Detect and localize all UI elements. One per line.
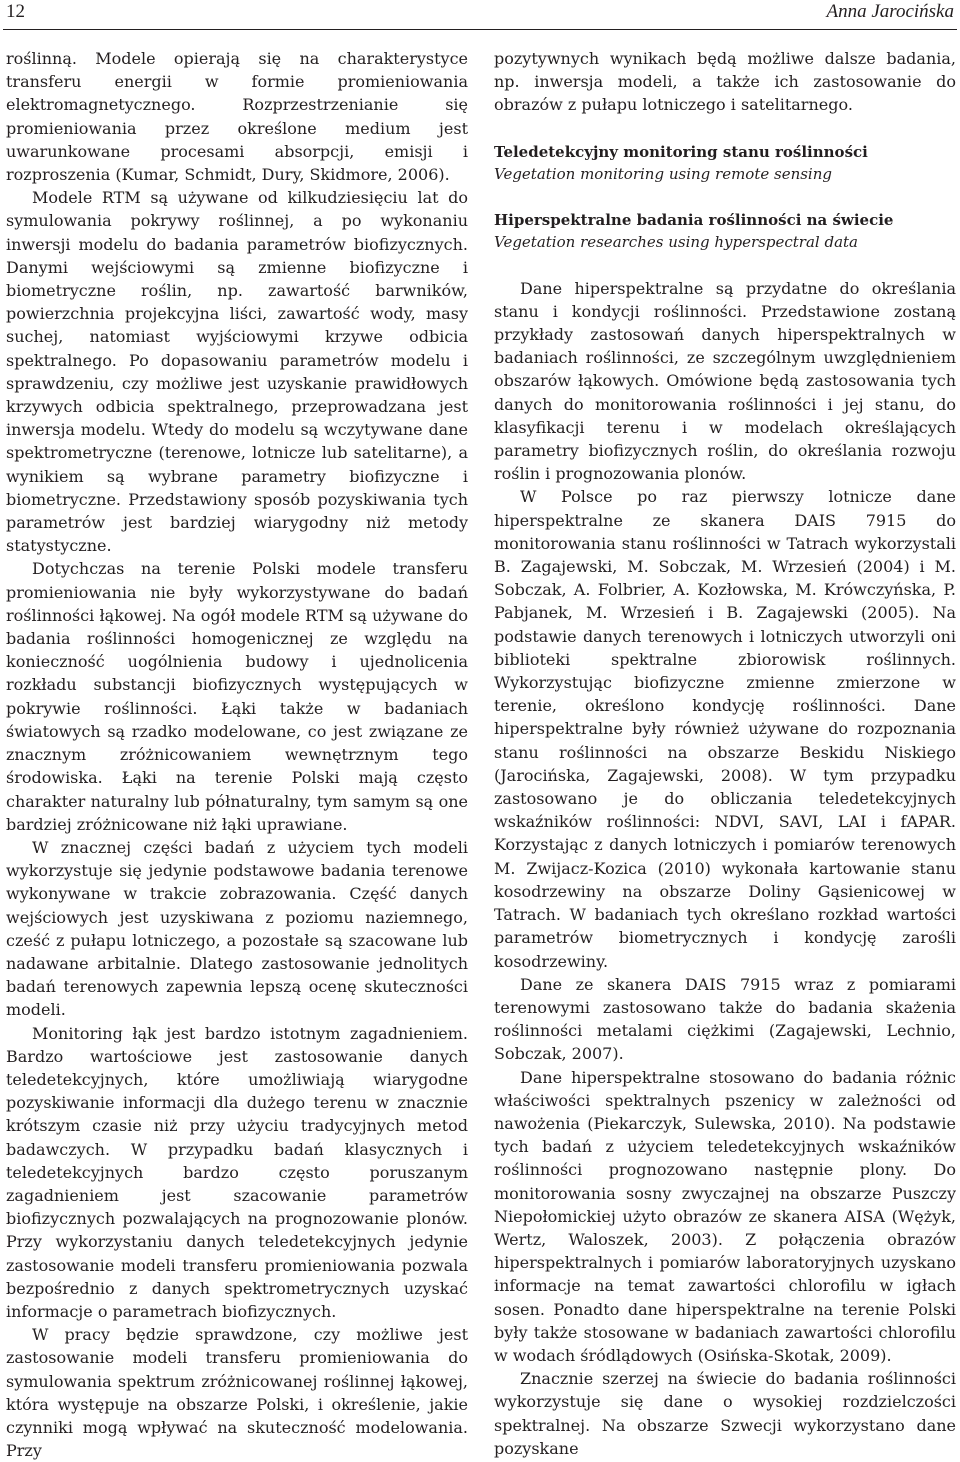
section-title: Teledetekcyjny monitoring stanu roślinności [494, 142, 868, 161]
page-number: 12 [6, 1, 25, 22]
header-rule [3, 29, 957, 30]
body-paragraph: Modele RTM są używane od kilkudziesięciu lat do symulowania pokrywy roślinnej, a po wykonaniu inwersji modelu do badania parametrów biofizycznych. Danymi wejściowymi są zmienne biofizyczne i biometryczne roślin, np. zawartość barwników, powierzchnia projekcyjna liści, zawartość wody, masy suchej, natomiast wyjściowymi krzywe odbicia spektralnego. Po dopasowaniu parametrów modelu i sprawdzeniu, czy możliwe jest uzyskanie prawidłowych krzywych odbicia spektralnego, przeprowadzana jest inwersja modelu. Wtedy do modelu są wczytywane dane spektrometryczne (terenowe, lotnicze lub satelitarne), a wynikiem są wybrane parametry biofizyczne i biometryczne. Przedstawiony sposób pozyskiwania tych parametrów jest bardziej wiarygodny niż metody statystyczne. [6, 188, 468, 556]
left-column [6, 47, 468, 1462]
body-paragraph: Dane hiperspektralne stosowano do badania różnic właściwości spektralnych pszenicy w zależności od nawożenia (Piekarczyk, Sulewska, 2010). Na podstawie tych badań z użyciem teledetekcyjnych wskaźników roślinności prognozowano następnie plony. Do monitorowania sosny zwyczajnej na obszarze Puszczy Niepołomickiej użyto obrazów ze skanera AISA (Wężyk, Wertz, Waloszek, 2003). Z połączenia obrazów hiperspektralnych i pomiarów laboratoryjnych uzyskano informacje na temat zawartości chlorofilu w igłach sosen. Ponadto dane hiperspektralne na terenie Polski były także stosowane w badaniach zawartości chlorofilu w wodach śródlądowych (Osińska-Skotak, 2009). [494, 1067, 956, 1365]
section-heading-monitoring [494, 141, 956, 185]
section-heading-hyperspectral [494, 209, 956, 253]
section-subtitle: Vegetation monitoring using remote sensing [494, 164, 832, 183]
section-title: Hiperspektralne badania roślinności na świecie [494, 210, 894, 229]
body-paragraph: Dane hiperspektralne są przydatne do określania stanu i kondycji roślinności. Przedstawione zostaną przykłady zastosowań danych hiperspektralnych w badaniach roślinności, ze szczególnym uwzględnieniem obszarów łąkowych. Omówione będą zastosowania tych danych do monitorowania roślinności i jej stanu, do klasyfikacji terenu i w modelach określających parametry biofizycznych roślin, do określania rozwoju roślin i prognozowania plonów. [494, 278, 956, 484]
page-header [6, 0, 954, 36]
body-paragraph: pozytywnych wynikach będą możliwe dalsze badania, np. inwersja modeli, a także ich zastosowanie do obrazów z pułapu lotniczego i satelitarnego. [494, 49, 956, 115]
running-author: Anna Jarocińska [826, 1, 954, 22]
body-paragraph: Monitoring łąk jest bardzo istotnym zagadnieniem. Bardzo wartościowe jest zastosowanie danych teledetekcyjnych, które umożliwiają wiarygodne pozyskiwanie informacji dla dużego terenu w znacznie krótszym czasie niż przy użyciu tradycyjnych metod badawczych. W przypadku badań klasycznych i teledetekcyjnych bardzo często poruszanym zagadnieniem jest szacowanie parametrów biofizycznych pozwalających na prognozowanie plonów. Przy wykorzystaniu danych teledetekcyjnych jedynie zastosowanie modeli transferu promieniowania pozwala bezpośrednio z danych spektrometrycznych uzyskać informacje o parametrach biofizycznych. [6, 1023, 468, 1321]
body-paragraph: Dotychczas na terenie Polski modele transferu promieniowania nie były wykorzystywane do badań roślinności łąkowej. Na ogół modele RTM są używane do badania roślinności homogenicznej ze względu na konieczność uogólnienia budowy i ujednolicenia rozkładu substancji biofizycznych występujących w pokrywie roślinności. Łąki także w badaniach światowych są rzadko modelowane, co jest związane ze znacznym zróżnicowaniem wewnętrznym tego środowiska. Łąki na terenie Polski mają często charakter naturalny lub półnaturalny, tym samym są one bardziej zróżnicowane niż łąki uprawiane. [6, 559, 468, 834]
body-paragraph: W pracy będzie sprawdzone, czy możliwe jest zastosowanie modeli transferu promieniowania do symulowania spektrum zróżnicowanej roślinnej łąkowej, która występuje na obszarze Polski, i określenie, jakie czynniki mogą wpływać na skuteczność modelowania. Przy [6, 1325, 468, 1461]
body-paragraph: Znacznie szerzej na świecie do badania roślinności wykorzystuje się dane o wysokiej rozdzielczości spektralnej. Na obszarze Szwecji wykorzystano dane pozyskane [494, 1369, 956, 1458]
body-paragraph: roślinną. Modele opierają się na charakterystyce transferu energii w formie promieniowania elektromagnetycznego. Rozprzestrzenianie się promieniowania przez określone medium jest uwarunkowane procesami absorpcji, emisji i rozproszenia (Kumar, Schmidt, Dury, Skidmore, 2006). [6, 49, 468, 185]
body-paragraph: W znacznej części badań z użyciem tych modeli wykorzystuje się jedynie podstawowe badania terenowe wykonywane w trakcie zobrazowania. Część danych wejściowych jest uzyskiwana z poziomu naziemnego, cześć z pułapu lotniczego, a pozostałe są szacowane lub nadawane arbitalnie. Dlatego zastosowanie jednolitych badań terenowych zapewnia lepszą ocenę skuteczności modeli. [6, 837, 468, 1020]
body-paragraph: W Polsce po raz pierwszy lotnicze dane hiperspektralne ze skanera DAIS 7915 do monitorowania stanu roślinności w Tatrach wykorzystali B. Zagajewski, M. Sobczak, M. Wrzesień (2004) i M. Sobczak, A. Folbrier, A. Kozłowska, M. Krówczyńska, P. Pabjanek, M. Wrzesień i B. Zagajewski (2005). Na podstawie danych terenowych i lotniczych utworzyli oni biblioteki spektralne zbiorowisk roślinnych. Wykorzystując biofizyczne zmienne zmierzone w terenie, określono kondycję roślinności. Dane hiperspektralne były również używane do rozpoznania stanu roślinności na obszarze Beskidu Niskiego (Jarocińska, Zagajewski, 2008). W tym przypadku zastosowano je do obliczania teledetekcyjnych wskaźników roślinności: NDVI, SAVI, LAI i fAPAR. Korzystając z danych lotniczych i pomiarów terenowych M. Zwijacz-Kozica (2010) wykonała kartowanie stanu kosodrzewiny na obszarze Doliny Gąsienicowej w Tatrach. W badaniach tych określano rozkład wartości parametrów biometrycznych i kondycję zarośli kosodrzewiny. [494, 487, 956, 971]
body-paragraph: Dane ze skanera DAIS 7915 wraz z pomiarami terenowymi zastosowano także do badania skażenia roślinności metalami ciężkimi (Zagajewski, Lechnio, Sobczak, 2007). [494, 974, 956, 1064]
right-column [494, 47, 956, 1460]
section-subtitle: Vegetation researches using hyperspectral data [494, 232, 858, 251]
